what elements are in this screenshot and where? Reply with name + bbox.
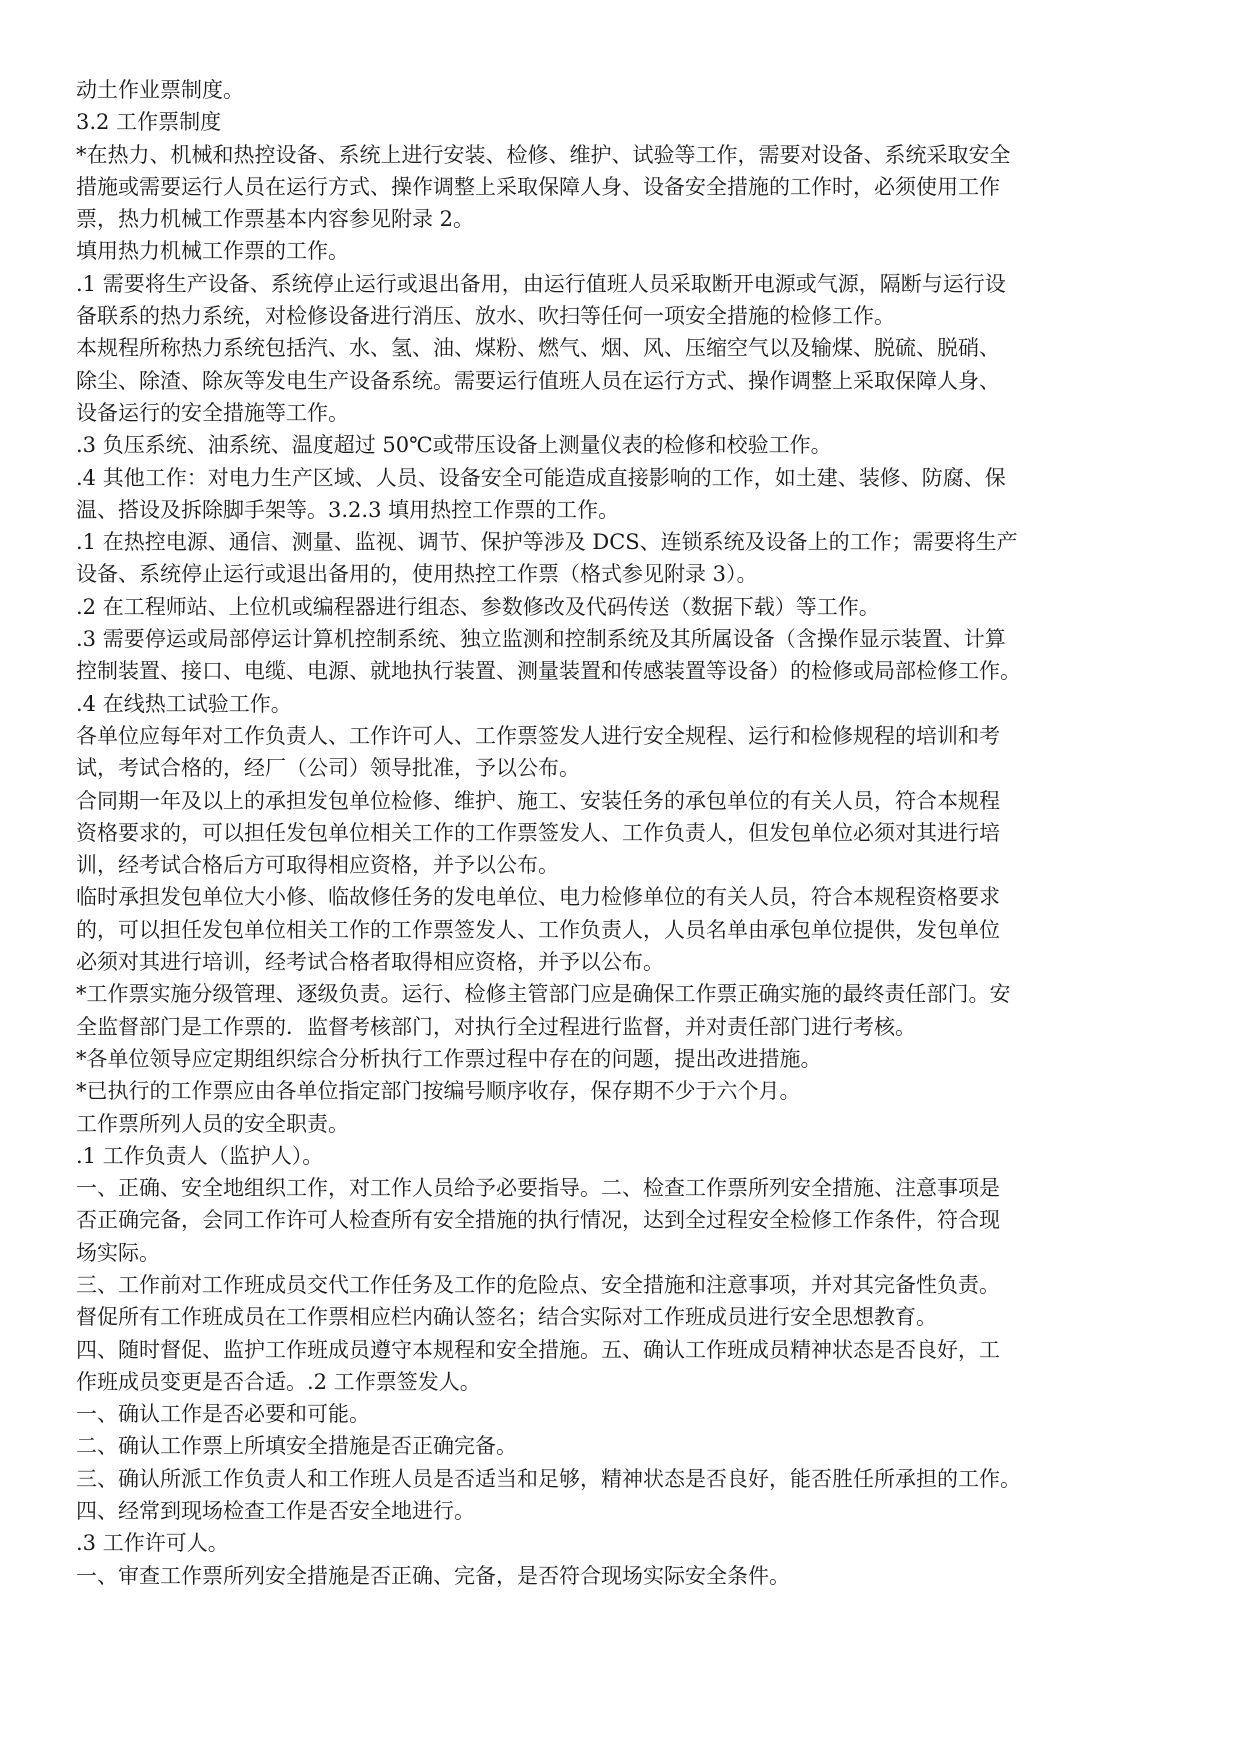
text-line: 票，热力机械工作票基本内容参见附录 2。 — [76, 207, 475, 232]
text-line: 督促所有工作班成员在工作票相应栏内确认签名；结合实际对工作班成员进行安全思想教育。 — [76, 1305, 937, 1330]
text-line: 场实际。 — [76, 1240, 160, 1265]
text-line: 的，可以担任发包单位相关工作的工作票签发人、工作负责人，人员名单由承包单位提供，发包单位 — [76, 917, 1000, 942]
text-line: 必须对其进行培训，经考试合格者取得相应资格，并予以公布。 — [76, 950, 664, 975]
text-line: .1 需要将生产设备、系统停止运行或退出备用，由运行值班人员采取断开电源或气源，隔断与运行设 — [76, 271, 1006, 296]
text-line: 资格要求的，可以担任发包单位相关工作的工作票签发人、工作负责人，但发包单位必须对其进行培 — [76, 820, 1000, 845]
text-line: 三、确认所派工作负责人和工作班人员是否适当和足够，精神状态是否良好，能否胜任所承担的工作。 — [76, 1466, 1021, 1491]
text-line: 三、工作前对工作班成员交代工作任务及工作的危险点、安全措施和注意事项，并对其完备性负责。 — [76, 1272, 1000, 1297]
text-line: 设备运行的安全措施等工作。 — [76, 400, 349, 425]
text-line: .3 工作许可人。 — [76, 1531, 229, 1556]
text-line: .3 负压系统、油系统、温度超过 50℃或带压设备上测量仪表的检修和校验工作。 — [76, 433, 832, 458]
text-line: 训，经考试合格后方可取得相应资格，并予以公布。 — [76, 853, 559, 878]
text-line: 合同期一年及以上的承担发包单位检修、维护、施工、安装任务的承包单位的有关人员，符合本规程 — [76, 788, 1000, 813]
text-line: .2 在工程师站、上位机或编程器进行组态、参数修改及代码传送（数据下载）等工作。 — [76, 594, 880, 619]
text-line: *已执行的工作票应由各单位指定部门按编号顺序收存，保存期不少于六个月。 — [76, 1079, 801, 1104]
text-line: 除尘、除渣、除灰等发电生产设备系统。需要运行值班人员在运行方式、操作调整上采取保障人身、 — [76, 368, 1000, 393]
text-line: *各单位领导应定期组织综合分析执行工作票过程中存在的问题，提出改进措施。 — [76, 1046, 822, 1071]
text-line: 工作票所列人员的安全职责。 — [76, 1111, 349, 1136]
text-line: 措施或需要运行人员在运行方式、操作调整上采取保障人身、设备安全措施的工作时，必须使用工作 — [76, 174, 1000, 199]
text-line: *工作票实施分级管理、逐级负责。运行、检修主管部门应是确保工作票正确实施的最终责任部门。安 — [76, 982, 1011, 1007]
text-line: 本规程所称热力系统包括汽、水、氢、油、煤粉、燃气、烟、风、压缩空气以及输煤、脱硫、脱硝、 — [76, 336, 1000, 361]
text-line: .4 在线热工试验工作。 — [76, 691, 292, 716]
text-line: 温、搭设及拆除脚手架等。3.2.3 填用热控工作票的工作。 — [76, 497, 620, 522]
text-line: .4 其他工作：对电力生产区域、人员、设备安全可能造成直接影响的工作，如土建、装修、防腐、保 — [76, 465, 1006, 490]
text-line: 各单位应每年对工作负责人、工作许可人、工作票签发人进行安全规程、运行和检修规程的培训和考 — [76, 723, 1000, 748]
text-line: 填用热力机械工作票的工作。 — [76, 239, 349, 264]
text-line: 控制装置、接口、电缆、电源、就地执行装置、测量装置和传感装置等设备）的检修或局部检修工作。 — [76, 659, 1021, 684]
text-line: 一、审查工作票所列安全措施是否正确、完备，是否符合现场实际安全条件。 — [76, 1563, 790, 1588]
text-line: 四、随时督促、监护工作班成员遵守本规程和安全措施。五、确认工作班成员精神状态是否良好，工 — [76, 1337, 1000, 1362]
text-line: 一、正确、安全地组织工作，对工作人员给予必要指导。二、检查工作票所列安全措施、注意事项是 — [76, 1176, 1000, 1201]
text-line: 试，考试合格的，经厂（公司）领导批准，予以公布。 — [76, 756, 580, 781]
text-line: .1 在热控电源、通信、测量、监视、调节、保护等涉及 DCS、连锁系统及设备上的工作；需要将生产 — [76, 530, 1018, 555]
text-line: 动土作业票制度。 — [76, 78, 244, 102]
document-body — [76, 74, 1176, 1592]
text-line: 二、确认工作票上所填安全措施是否正确完备。 — [76, 1434, 517, 1459]
text-line: 临时承担发包单位大小修、临故修任务的发电单位、电力检修单位的有关人员，符合本规程资格要求 — [76, 885, 1000, 910]
section-heading: 3.2 工作票制度 — [76, 110, 222, 135]
text-line: 备联系的热力系统，对检修设备进行消压、放水、吹扫等任何一项安全措施的检修工作。 — [76, 304, 895, 329]
text-line: .3 需要停运或局部停运计算机控制系统、独立监测和控制系统及其所属设备（含操作显示装置、计算 — [76, 627, 1006, 652]
text-line: 作班成员变更是否合适。.2 工作票签发人。 — [76, 1369, 481, 1394]
text-line: .1 工作负责人（监护人）。 — [76, 1143, 324, 1168]
text-line: 设备、系统停止运行或退出备用的，使用热控工作票（格式参见附录 3）。 — [76, 562, 758, 587]
text-line: 四、经常到现场检查工作是否安全地进行。 — [76, 1499, 475, 1524]
text-line: 否正确完备，会同工作许可人检查所有安全措施的执行情况，达到全过程安全检修工作条件，符合现 — [76, 1208, 1000, 1233]
text-line: *在热力、机械和热控设备、系统上进行安装、检修、维护、试验等工作，需要对设备、系统采取安全 — [76, 142, 1011, 167]
text-line: 全监督部门是工作票的．监督考核部门，对执行全过程进行监督，并对责任部门进行考核。 — [76, 1014, 916, 1039]
text-line: 一、确认工作是否必要和可能。 — [76, 1402, 370, 1427]
